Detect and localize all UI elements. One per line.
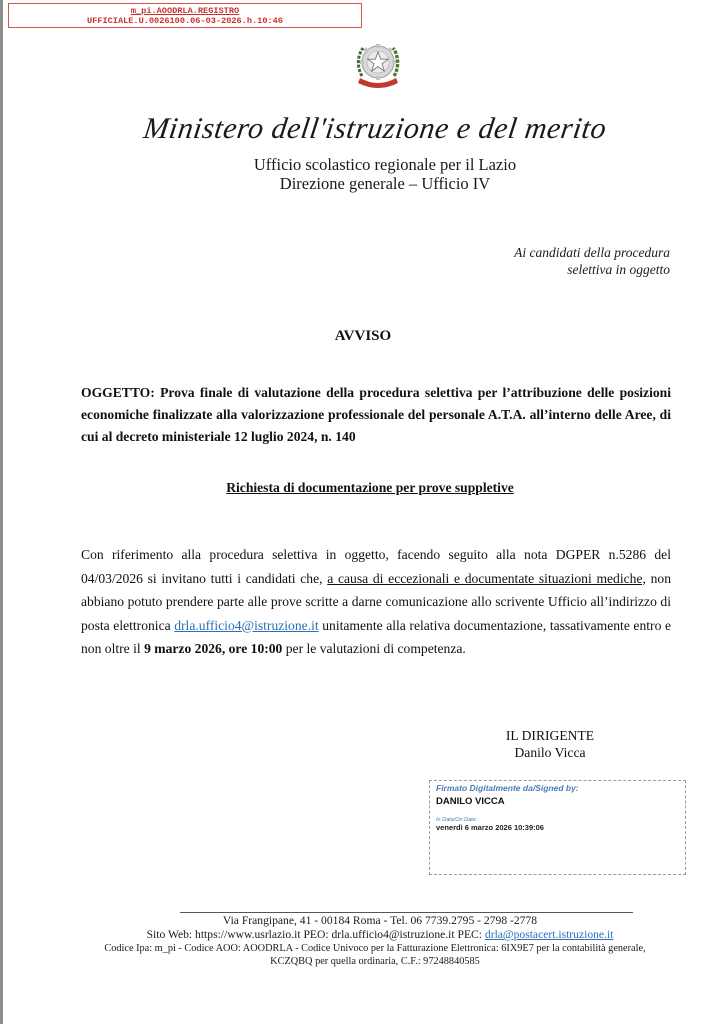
footer-codes-line-2: KCZQBQ per quella ordinaria, C.F.: 97248840585 xyxy=(270,956,480,967)
addressee-line-2: selettiva in oggetto xyxy=(567,262,670,277)
body-paragraph xyxy=(81,543,671,661)
signed-date-label: In Data/On Date: xyxy=(436,817,478,823)
office-department: Direzione generale – Ufficio IV xyxy=(279,174,491,193)
body-text-part-2: non abbiano potuto prendere parte alle prove scritte a darne comunicazione allo scrivente Ufficio all’indirizzo di posta elettronica xyxy=(81,570,671,633)
page-edge-strip xyxy=(0,0,3,1024)
protocol-registry: m_pi.AOODRLA.REGISTRO xyxy=(130,6,240,16)
subject-paragraph: OGGETTO: Prova finale di valutazione della procedura selettiva per l’attribuzione delle posizioni economiche finalizzate alla valorizzazione professionale del personale A.T.A. all’interno delle Aree, di cui al decreto ministeriale 12 luglio 2024, n. 140 xyxy=(81,385,671,444)
protocol-number: UFFICIALE.U.0026100.06-03-2026.h.10:46 xyxy=(87,16,283,26)
signer-role: IL DIRIGENTE xyxy=(505,728,595,743)
footer-pec-link[interactable]: drla@postacert.istruzione.it xyxy=(484,928,614,941)
office-email-link[interactable]: drla.ufficio4@istruzione.it xyxy=(174,617,319,633)
footer-web-peo: Sito Web: https://www.usrlazio.it PEO: drla.ufficio4@istruzione.it PEC: xyxy=(146,928,485,941)
notice-title: AVVISO xyxy=(334,328,392,344)
footer-divider xyxy=(180,912,633,913)
footer-codes-line-1: Codice Ipa: m_pi - Codice AOO: AOODRLA - Codice Univoco per la Fatturazione Elettronica: 6IX9E7 per la contabilità generale, xyxy=(104,943,646,954)
signed-by-label: Firmato Digitalmente da/Signed by: xyxy=(436,783,579,793)
italian-republic-emblem-icon xyxy=(353,40,403,92)
body-text-part-3: unitamente alla relativa documentazione, tassativamente entro e non oltre il xyxy=(81,617,671,656)
digital-signature-box xyxy=(429,780,686,875)
footer-contacts xyxy=(0,928,720,941)
signed-by-name: DANILO VICCA xyxy=(436,796,505,807)
signed-date: venerdì 6 marzo 2026 10:39:06 xyxy=(436,823,544,832)
signer-name: Danilo Vicca xyxy=(514,745,586,760)
ministry-name: Ministero dell'istruzione e del merito xyxy=(141,112,609,145)
notice-subtitle: Richiesta di documentazione per prove suppletive xyxy=(226,480,514,495)
protocol-stamp xyxy=(8,3,362,28)
deadline: 9 marzo 2026, ore 10:00 xyxy=(144,641,283,656)
footer-address: Via Frangipane, 41 - 00184 Roma - Tel. 06 7739.2795 - 2798 -2778 xyxy=(222,914,538,927)
regional-office: Ufficio scolastico regionale per il Lazio xyxy=(253,155,517,174)
medical-conditions-clause: a causa di eccezionali e documentate situazioni mediche, xyxy=(327,570,646,586)
addressee-line-1: Ai candidati della procedura xyxy=(514,245,670,260)
addressee xyxy=(514,244,670,278)
body-text-part-4: per le valutazioni di competenza. xyxy=(282,641,466,656)
body-text-part-1: Con riferimento alla procedura selettiva in oggetto, facendo seguito alla nota DGPER n.5286 del 04/03/2026 si invitano tutti i candidati che, xyxy=(81,547,671,586)
